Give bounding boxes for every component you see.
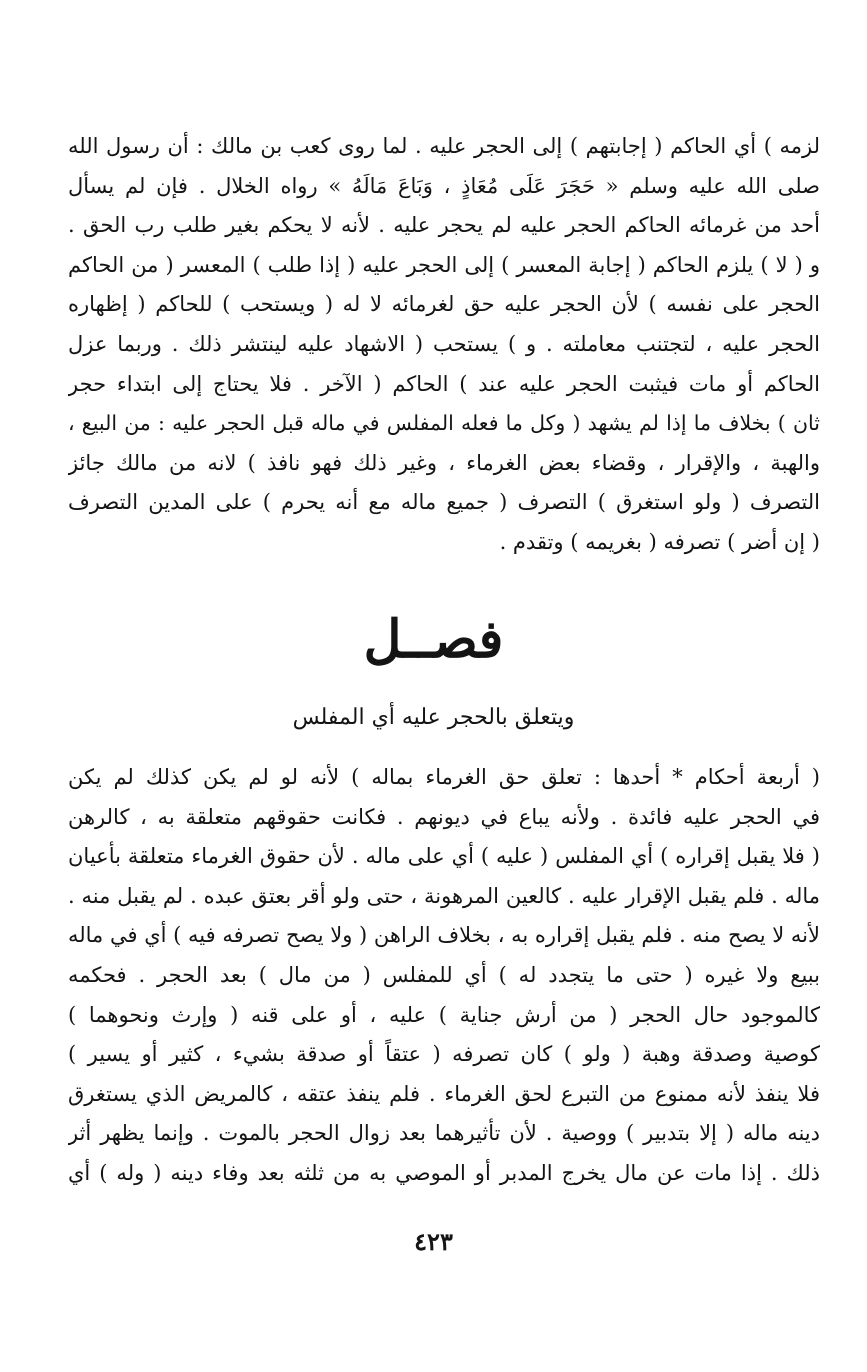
text-line: كوصية وصدقة وهبة ( ولو ) كان تصرفه ( عتقاً أو صدقة بشيء ، كثير أو يسير )	[68, 1042, 820, 1067]
text-line: ثان ) بخلاف ما إذا لم يشهد ( وكل ما فعله المفلس في ماله قبل الحجر عليه : من البيع ،	[68, 411, 820, 436]
text-line: صلى الله عليه وسلم « حَجَرَ عَلَى مُعَاذٍ ، وَبَاعَ مَالَهُ » رواه الخلال . فإن لم يسأل	[68, 173, 820, 198]
text-line: التصرف ( ولو استغرق ) التصرف ( جميع ماله مع أنه يحرم ) على المدين التصرف	[68, 490, 820, 515]
text-line: و ( لا ) يلزم الحاكم ( إجابة المعسر ) إلى الحجر عليه ( إذا طلب ) المعسر ( من الحاكم	[68, 252, 820, 277]
text-line: في الحجر عليه فائدة . ولأنه يباع في ديونهم . فكانت حقوقهم متعلقة به ، كالرهن	[68, 804, 820, 829]
text-line: دينه ماله ( إلا بتدبير ) ووصية . لأن تأثيرهما بعد زوال الحجر بالموت . وإنما يظهر أثر	[68, 1121, 820, 1146]
text-line: لزمه ) أي الحاكم ( إجابتهم ) إلى الحجر عليه . لما روى كعب بن مالك : أن رسول الله	[68, 134, 820, 158]
text-line: أحد من غرمائه الحاكم الحجر عليه لم يحجر عليه . لأنه لا يحكم بغير طلب رب الحق .	[68, 213, 820, 238]
section-title: فصــل	[363, 609, 504, 670]
text-line: الحاكم أو مات فيثبت الحجر عليه عند ) الحاكم ( الآخر . فلا يحتاج إلى ابتداء حجر	[68, 371, 820, 396]
paragraph-1	[68, 127, 820, 563]
text-line: فلا ينفذ لأنه ممنوع من التبرع لحق الغرماء . فلم ينفذ عتقه ، كالمريض الذي يستغرق	[68, 1081, 820, 1106]
text-line: الحجر على نفسه ) لأن الحجر عليه حق لغرمائه لا له ( ويستحب ) للحاكم ( إظهاره	[68, 292, 820, 317]
text-line: لأنه لا يصح منه . فلم يقبل إقراره به ، بخلاف الراهن ( ولا يصح تصرفه فيه ) أي في ماله	[68, 923, 820, 948]
text-line: ( أربعة أحكام * أحدها : تعلق حق الغرماء بماله ) لأنه لو لم يكن كذلك لم يكن	[68, 765, 820, 789]
page-number: ٤٢٣	[414, 1227, 453, 1256]
text-line: والهبة ، والإقرار ، وقضاء بعض الغرماء ، وغير ذلك فهو نافذ ) لانه من مالك جائز	[68, 450, 820, 475]
text-line: ماله . فلم يقبل الإقرار عليه . كالعين المرهونة ، حتى ولو أقر بعتق عبده . لم يقبل منه .	[68, 883, 820, 908]
text-line: ( فلا يقبل إقراره ) أي المفلس ( عليه ) أي على ماله . لأن حقوق الغرماء متعلقة بأعيان	[68, 844, 820, 869]
text-line: ببيع ولا غيره ( حتى ما يتجدد له ) أي للمفلس ( من مال ) بعد الحجر . فحكمه	[68, 962, 820, 987]
section-subtitle: ويتعلق بالحجر عليه أي المفلس	[292, 705, 575, 730]
paragraph-2	[68, 758, 820, 1194]
text-line: ( إن أضر ) تصرفه ( بغريمه ) وتقدم .	[499, 529, 820, 554]
text-line: الحجر عليه ، لتجتنب معاملته . و ) يستحب ( الاشهاد عليه لينتشر ذلك . وربما عزل	[68, 331, 820, 356]
text-line: ذلك . إذا مات عن مال يخرج المدبر أو الموصي به من ثلثه بعد وفاء دينه ( وله ) أي	[68, 1160, 820, 1185]
text-line: كالموجود حال الحجر ( من أرش جناية ) عليه ، أو على قنه ( وإرث ونحوهما )	[68, 1002, 820, 1027]
